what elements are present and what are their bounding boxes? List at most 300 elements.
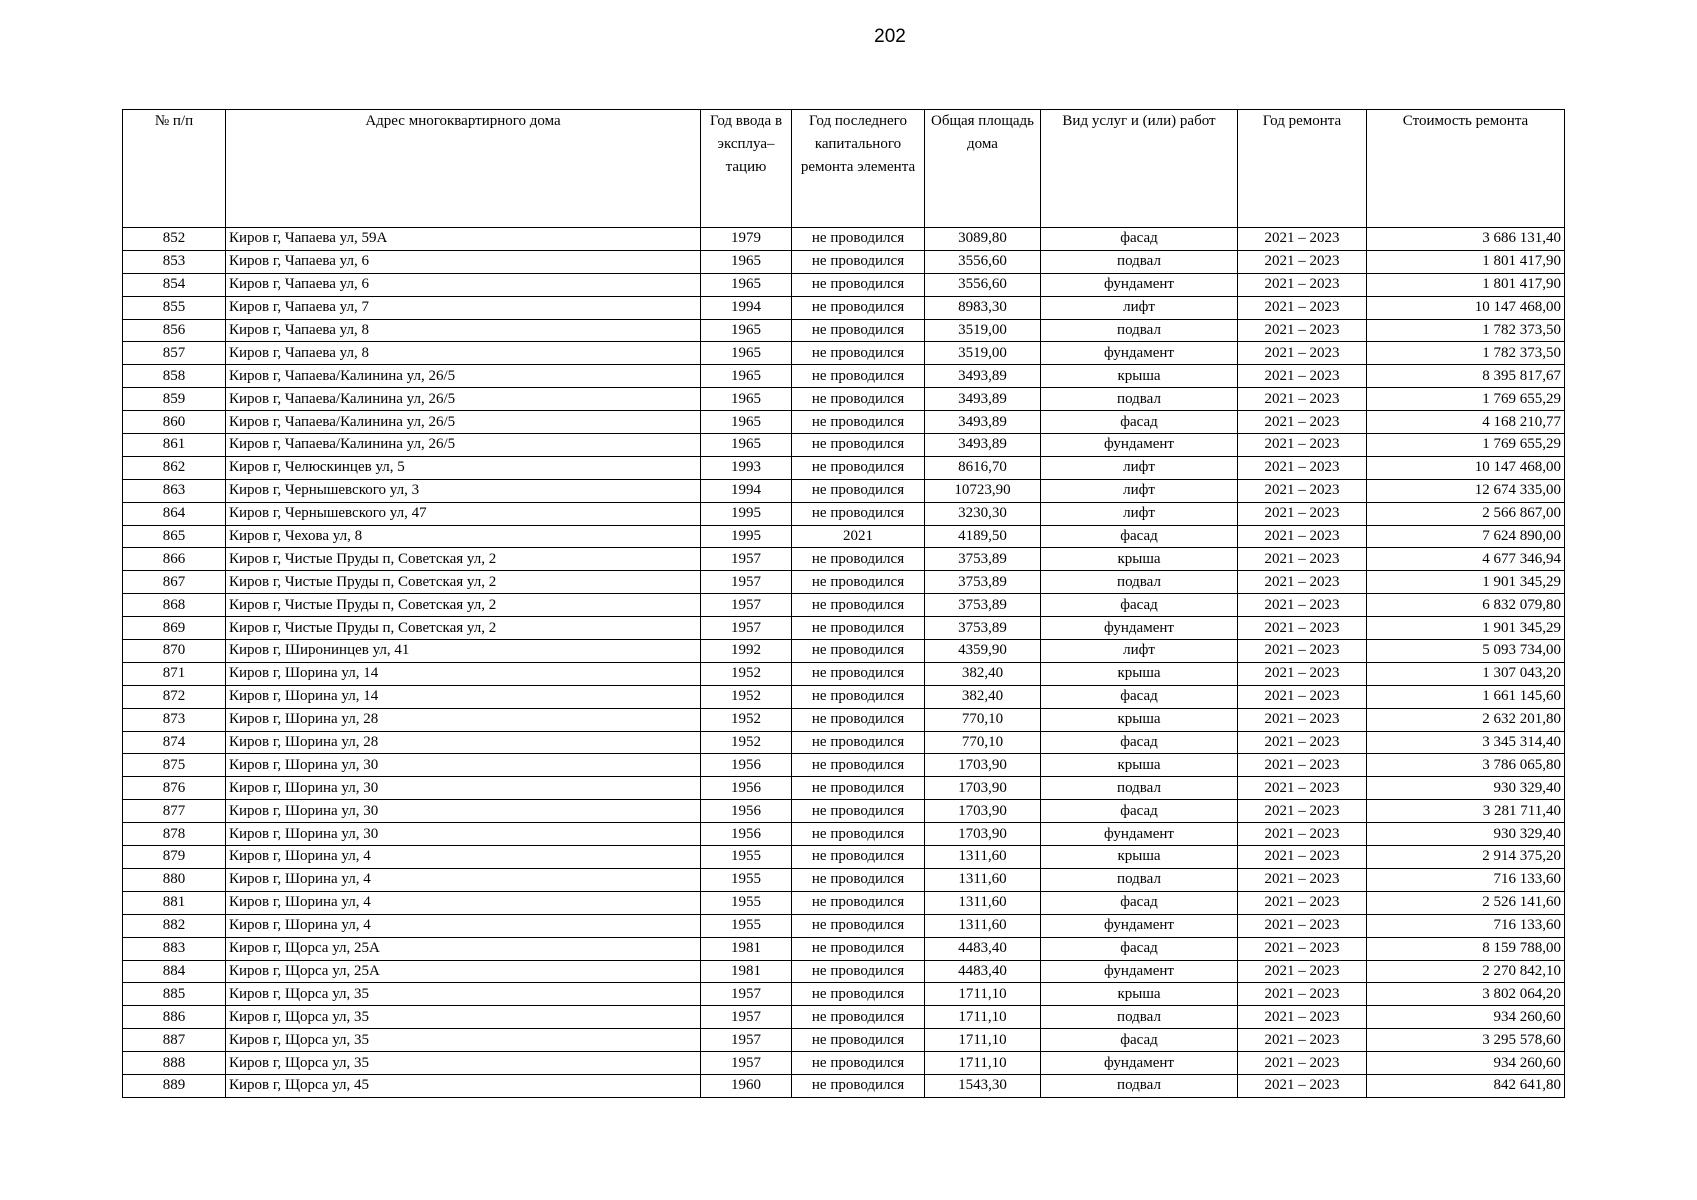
cell-repair-year: 2021 – 2023 xyxy=(1238,891,1367,914)
table-row xyxy=(123,479,1565,502)
cell-year-built: 1965 xyxy=(701,434,792,457)
cell-work-type: лифт xyxy=(1041,640,1238,663)
cell-year-built: 1965 xyxy=(701,342,792,365)
cell-num: 856 xyxy=(123,319,226,342)
cell-area: 3753,89 xyxy=(925,617,1041,640)
cell-num: 879 xyxy=(123,846,226,869)
cell-address: Киров г, Чапаева ул, 7 xyxy=(226,296,701,319)
cell-work-type: фундамент xyxy=(1041,617,1238,640)
cell-year-built: 1965 xyxy=(701,273,792,296)
cell-year-built: 1992 xyxy=(701,640,792,663)
table-row xyxy=(123,640,1565,663)
cell-last-repair: не проводился xyxy=(792,868,925,891)
cell-repair-year: 2021 – 2023 xyxy=(1238,846,1367,869)
cell-repair-year: 2021 – 2023 xyxy=(1238,434,1367,457)
cell-cost: 3 786 065,80 xyxy=(1367,754,1565,777)
cell-year-built: 1981 xyxy=(701,960,792,983)
cell-cost: 1 661 145,60 xyxy=(1367,685,1565,708)
cell-area: 8983,30 xyxy=(925,296,1041,319)
cell-last-repair: не проводился xyxy=(792,388,925,411)
cell-address: Киров г, Щорса ул, 25А xyxy=(226,960,701,983)
cell-area: 770,10 xyxy=(925,731,1041,754)
cell-num: 868 xyxy=(123,594,226,617)
cell-work-type: фундамент xyxy=(1041,1052,1238,1075)
cell-work-type: крыша xyxy=(1041,846,1238,869)
cell-last-repair: не проводился xyxy=(792,365,925,388)
cell-address: Киров г, Чапаева ул, 6 xyxy=(226,250,701,273)
cell-area: 1703,90 xyxy=(925,754,1041,777)
cell-year-built: 1956 xyxy=(701,754,792,777)
table-row xyxy=(123,983,1565,1006)
cell-work-type: фасад xyxy=(1041,228,1238,251)
cell-address: Киров г, Чапаева ул, 6 xyxy=(226,273,701,296)
cell-work-type: крыша xyxy=(1041,754,1238,777)
table-body xyxy=(123,228,1565,1098)
table-row xyxy=(123,1074,1565,1097)
cell-year-built: 1957 xyxy=(701,1052,792,1075)
cell-cost: 8 159 788,00 xyxy=(1367,937,1565,960)
cell-address: Киров г, Шорина ул, 28 xyxy=(226,731,701,754)
cell-year-built: 1957 xyxy=(701,594,792,617)
cell-repair-year: 2021 – 2023 xyxy=(1238,594,1367,617)
cell-cost: 3 295 578,60 xyxy=(1367,1029,1565,1052)
cell-cost: 10 147 468,00 xyxy=(1367,456,1565,479)
cell-num: 888 xyxy=(123,1052,226,1075)
cell-work-type: фундамент xyxy=(1041,960,1238,983)
cell-num: 880 xyxy=(123,868,226,891)
cell-num: 877 xyxy=(123,800,226,823)
cell-last-repair: не проводился xyxy=(792,456,925,479)
table-row xyxy=(123,319,1565,342)
cell-area: 1711,10 xyxy=(925,1029,1041,1052)
cell-work-type: подвал xyxy=(1041,319,1238,342)
cell-num: 865 xyxy=(123,525,226,548)
cell-address: Киров г, Чапаева ул, 8 xyxy=(226,319,701,342)
page-number: 202 xyxy=(874,26,906,47)
cell-repair-year: 2021 – 2023 xyxy=(1238,571,1367,594)
cell-area: 8616,70 xyxy=(925,456,1041,479)
cell-last-repair: не проводился xyxy=(792,914,925,937)
cell-num: 876 xyxy=(123,777,226,800)
cell-address: Киров г, Чапаева ул, 8 xyxy=(226,342,701,365)
cell-cost: 716 133,60 xyxy=(1367,868,1565,891)
cell-cost: 5 093 734,00 xyxy=(1367,640,1565,663)
cell-area: 1311,60 xyxy=(925,868,1041,891)
cell-address: Киров г, Чистые Пруды п, Советская ул, 2 xyxy=(226,548,701,571)
cell-address: Киров г, Чехова ул, 8 xyxy=(226,525,701,548)
cell-repair-year: 2021 – 2023 xyxy=(1238,273,1367,296)
cell-num: 862 xyxy=(123,456,226,479)
cell-year-built: 1952 xyxy=(701,662,792,685)
cell-address: Киров г, Чернышевского ул, 47 xyxy=(226,502,701,525)
cell-num: 871 xyxy=(123,662,226,685)
cell-area: 1543,30 xyxy=(925,1074,1041,1097)
cell-last-repair: не проводился xyxy=(792,662,925,685)
cell-num: 889 xyxy=(123,1074,226,1097)
cell-cost: 1 782 373,50 xyxy=(1367,342,1565,365)
table-row xyxy=(123,571,1565,594)
cell-last-repair: не проводился xyxy=(792,228,925,251)
cell-area: 1703,90 xyxy=(925,800,1041,823)
table-row xyxy=(123,296,1565,319)
cell-work-type: подвал xyxy=(1041,388,1238,411)
cell-address: Киров г, Шорина ул, 30 xyxy=(226,754,701,777)
cell-last-repair: не проводился xyxy=(792,937,925,960)
cell-address: Киров г, Широнинцев ул, 41 xyxy=(226,640,701,663)
cell-last-repair: не проводился xyxy=(792,846,925,869)
cell-repair-year: 2021 – 2023 xyxy=(1238,388,1367,411)
table-row xyxy=(123,365,1565,388)
cell-num: 887 xyxy=(123,1029,226,1052)
cell-work-type: фундамент xyxy=(1041,342,1238,365)
cell-work-type: фасад xyxy=(1041,891,1238,914)
cell-last-repair: не проводился xyxy=(792,434,925,457)
cell-address: Киров г, Щорса ул, 25А xyxy=(226,937,701,960)
cell-year-built: 1995 xyxy=(701,525,792,548)
cell-year-built: 1952 xyxy=(701,685,792,708)
cell-cost: 2 914 375,20 xyxy=(1367,846,1565,869)
cell-last-repair: не проводился xyxy=(792,983,925,1006)
cell-year-built: 1965 xyxy=(701,411,792,434)
cell-year-built: 1965 xyxy=(701,365,792,388)
cell-address: Киров г, Шорина ул, 4 xyxy=(226,846,701,869)
cell-repair-year: 2021 – 2023 xyxy=(1238,640,1367,663)
cell-num: 867 xyxy=(123,571,226,594)
cell-last-repair: не проводился xyxy=(792,731,925,754)
cell-last-repair: не проводился xyxy=(792,891,925,914)
table-row xyxy=(123,937,1565,960)
cell-last-repair: не проводился xyxy=(792,319,925,342)
table-row xyxy=(123,1029,1565,1052)
cell-address: Киров г, Чапаева ул, 59А xyxy=(226,228,701,251)
cell-address: Киров г, Чистые Пруды п, Советская ул, 2 xyxy=(226,594,701,617)
cell-cost: 3 281 711,40 xyxy=(1367,800,1565,823)
cell-num: 863 xyxy=(123,479,226,502)
cell-last-repair: не проводился xyxy=(792,800,925,823)
cell-area: 3556,60 xyxy=(925,273,1041,296)
cell-work-type: фундамент xyxy=(1041,273,1238,296)
cell-num: 881 xyxy=(123,891,226,914)
cell-cost: 12 674 335,00 xyxy=(1367,479,1565,502)
cell-cost: 716 133,60 xyxy=(1367,914,1565,937)
cell-area: 3753,89 xyxy=(925,548,1041,571)
cell-num: 859 xyxy=(123,388,226,411)
cell-address: Киров г, Шорина ул, 30 xyxy=(226,800,701,823)
header-repair-year: Год ремонта xyxy=(1238,110,1367,228)
cell-cost: 3 686 131,40 xyxy=(1367,228,1565,251)
cell-repair-year: 2021 – 2023 xyxy=(1238,777,1367,800)
cell-repair-year: 2021 – 2023 xyxy=(1238,937,1367,960)
cell-year-built: 1957 xyxy=(701,983,792,1006)
table-row xyxy=(123,388,1565,411)
cell-work-type: фасад xyxy=(1041,731,1238,754)
table-row xyxy=(123,250,1565,273)
table-row xyxy=(123,411,1565,434)
header-cost: Стоимость ремонта xyxy=(1367,110,1565,228)
table-row xyxy=(123,548,1565,571)
table-row xyxy=(123,731,1565,754)
cell-area: 1703,90 xyxy=(925,823,1041,846)
cell-work-type: крыша xyxy=(1041,548,1238,571)
cell-repair-year: 2021 – 2023 xyxy=(1238,823,1367,846)
cell-address: Киров г, Шорина ул, 14 xyxy=(226,662,701,685)
cell-year-built: 1952 xyxy=(701,708,792,731)
cell-cost: 1 901 345,29 xyxy=(1367,571,1565,594)
cell-work-type: фасад xyxy=(1041,1029,1238,1052)
cell-area: 382,40 xyxy=(925,685,1041,708)
cell-cost: 2 270 842,10 xyxy=(1367,960,1565,983)
cell-area: 3753,89 xyxy=(925,571,1041,594)
cell-repair-year: 2021 – 2023 xyxy=(1238,1029,1367,1052)
repair-table xyxy=(122,109,1565,1098)
cell-last-repair: не проводился xyxy=(792,479,925,502)
cell-work-type: подвал xyxy=(1041,1006,1238,1029)
table-row xyxy=(123,662,1565,685)
header-num: № п/п xyxy=(123,110,226,228)
cell-last-repair: не проводился xyxy=(792,296,925,319)
cell-area: 4189,50 xyxy=(925,525,1041,548)
cell-area: 1711,10 xyxy=(925,983,1041,1006)
cell-address: Киров г, Щорса ул, 35 xyxy=(226,983,701,1006)
table-row xyxy=(123,891,1565,914)
table-row xyxy=(123,800,1565,823)
cell-num: 869 xyxy=(123,617,226,640)
cell-repair-year: 2021 – 2023 xyxy=(1238,914,1367,937)
cell-cost: 2 526 141,60 xyxy=(1367,891,1565,914)
cell-address: Киров г, Чапаева/Калинина ул, 26/5 xyxy=(226,434,701,457)
cell-address: Киров г, Шорина ул, 28 xyxy=(226,708,701,731)
cell-area: 1311,60 xyxy=(925,914,1041,937)
cell-cost: 4 677 346,94 xyxy=(1367,548,1565,571)
cell-year-built: 1957 xyxy=(701,1006,792,1029)
cell-work-type: крыша xyxy=(1041,662,1238,685)
cell-last-repair: не проводился xyxy=(792,342,925,365)
cell-address: Киров г, Шорина ул, 4 xyxy=(226,868,701,891)
header-row xyxy=(123,110,1565,228)
cell-last-repair: не проводился xyxy=(792,1052,925,1075)
cell-work-type: фасад xyxy=(1041,685,1238,708)
cell-num: 858 xyxy=(123,365,226,388)
cell-work-type: фундамент xyxy=(1041,823,1238,846)
cell-cost: 2 632 201,80 xyxy=(1367,708,1565,731)
cell-num: 878 xyxy=(123,823,226,846)
table-row xyxy=(123,617,1565,640)
cell-address: Киров г, Чапаева/Калинина ул, 26/5 xyxy=(226,388,701,411)
cell-repair-year: 2021 – 2023 xyxy=(1238,296,1367,319)
cell-cost: 6 832 079,80 xyxy=(1367,594,1565,617)
cell-year-built: 1955 xyxy=(701,868,792,891)
cell-repair-year: 2021 – 2023 xyxy=(1238,502,1367,525)
cell-work-type: подвал xyxy=(1041,571,1238,594)
cell-cost: 930 329,40 xyxy=(1367,823,1565,846)
cell-address: Киров г, Щорса ул, 45 xyxy=(226,1074,701,1097)
cell-area: 3519,00 xyxy=(925,319,1041,342)
table-row xyxy=(123,777,1565,800)
table-row xyxy=(123,594,1565,617)
header-work-type: Вид услуг и (или) работ xyxy=(1041,110,1238,228)
cell-cost: 2 566 867,00 xyxy=(1367,502,1565,525)
header-area: Общая площадь дома xyxy=(925,110,1041,228)
cell-area: 1711,10 xyxy=(925,1006,1041,1029)
cell-last-repair: не проводился xyxy=(792,411,925,434)
cell-work-type: фасад xyxy=(1041,937,1238,960)
cell-work-type: фасад xyxy=(1041,800,1238,823)
cell-last-repair: не проводился xyxy=(792,754,925,777)
cell-repair-year: 2021 – 2023 xyxy=(1238,708,1367,731)
cell-year-built: 1981 xyxy=(701,937,792,960)
cell-cost: 10 147 468,00 xyxy=(1367,296,1565,319)
cell-num: 884 xyxy=(123,960,226,983)
cell-work-type: крыша xyxy=(1041,983,1238,1006)
cell-year-built: 1995 xyxy=(701,502,792,525)
cell-area: 3230,30 xyxy=(925,502,1041,525)
cell-year-built: 1965 xyxy=(701,388,792,411)
cell-year-built: 1994 xyxy=(701,479,792,502)
cell-area: 1311,60 xyxy=(925,846,1041,869)
cell-cost: 1 782 373,50 xyxy=(1367,319,1565,342)
cell-year-built: 1957 xyxy=(701,548,792,571)
cell-address: Киров г, Щорса ул, 35 xyxy=(226,1029,701,1052)
cell-last-repair: не проводился xyxy=(792,823,925,846)
table-row xyxy=(123,502,1565,525)
table-row xyxy=(123,754,1565,777)
cell-last-repair: не проводился xyxy=(792,273,925,296)
cell-repair-year: 2021 – 2023 xyxy=(1238,342,1367,365)
cell-num: 883 xyxy=(123,937,226,960)
cell-last-repair: не проводился xyxy=(792,708,925,731)
table-row xyxy=(123,434,1565,457)
cell-num: 852 xyxy=(123,228,226,251)
cell-repair-year: 2021 – 2023 xyxy=(1238,1006,1367,1029)
cell-area: 3556,60 xyxy=(925,250,1041,273)
cell-year-built: 1965 xyxy=(701,319,792,342)
cell-repair-year: 2021 – 2023 xyxy=(1238,456,1367,479)
cell-cost: 934 260,60 xyxy=(1367,1052,1565,1075)
cell-address: Киров г, Шорина ул, 14 xyxy=(226,685,701,708)
cell-repair-year: 2021 – 2023 xyxy=(1238,228,1367,251)
cell-cost: 1 307 043,20 xyxy=(1367,662,1565,685)
cell-area: 10723,90 xyxy=(925,479,1041,502)
cell-last-repair: не проводился xyxy=(792,548,925,571)
cell-repair-year: 2021 – 2023 xyxy=(1238,479,1367,502)
cell-year-built: 1955 xyxy=(701,891,792,914)
table-row xyxy=(123,823,1565,846)
cell-address: Киров г, Чапаева/Калинина ул, 26/5 xyxy=(226,365,701,388)
cell-repair-year: 2021 – 2023 xyxy=(1238,662,1367,685)
table-row xyxy=(123,685,1565,708)
cell-repair-year: 2021 – 2023 xyxy=(1238,1074,1367,1097)
header-address: Адрес многоквартирного дома xyxy=(226,110,701,228)
cell-year-built: 1952 xyxy=(701,731,792,754)
cell-cost: 3 345 314,40 xyxy=(1367,731,1565,754)
cell-area: 1711,10 xyxy=(925,1052,1041,1075)
cell-address: Киров г, Чапаева/Калинина ул, 26/5 xyxy=(226,411,701,434)
cell-repair-year: 2021 – 2023 xyxy=(1238,754,1367,777)
cell-last-repair: не проводился xyxy=(792,1029,925,1052)
cell-area: 770,10 xyxy=(925,708,1041,731)
cell-address: Киров г, Шорина ул, 4 xyxy=(226,891,701,914)
cell-area: 4359,90 xyxy=(925,640,1041,663)
cell-area: 3493,89 xyxy=(925,388,1041,411)
header-last-repair: Год последнего капитального ремонта элемента xyxy=(792,110,925,228)
cell-area: 4483,40 xyxy=(925,960,1041,983)
cell-address: Киров г, Шорина ул, 30 xyxy=(226,823,701,846)
cell-num: 861 xyxy=(123,434,226,457)
cell-cost: 1 769 655,29 xyxy=(1367,388,1565,411)
cell-work-type: фасад xyxy=(1041,594,1238,617)
cell-year-built: 1994 xyxy=(701,296,792,319)
cell-cost: 930 329,40 xyxy=(1367,777,1565,800)
cell-cost: 1 769 655,29 xyxy=(1367,434,1565,457)
cell-repair-year: 2021 – 2023 xyxy=(1238,800,1367,823)
cell-num: 855 xyxy=(123,296,226,319)
table-row xyxy=(123,1052,1565,1075)
cell-num: 873 xyxy=(123,708,226,731)
cell-repair-year: 2021 – 2023 xyxy=(1238,525,1367,548)
cell-num: 886 xyxy=(123,1006,226,1029)
cell-year-built: 1957 xyxy=(701,571,792,594)
table-row xyxy=(123,228,1565,251)
cell-year-built: 1979 xyxy=(701,228,792,251)
cell-repair-year: 2021 – 2023 xyxy=(1238,548,1367,571)
cell-address: Киров г, Щорса ул, 35 xyxy=(226,1006,701,1029)
cell-year-built: 1993 xyxy=(701,456,792,479)
cell-work-type: фасад xyxy=(1041,411,1238,434)
cell-address: Киров г, Чистые Пруды п, Советская ул, 2 xyxy=(226,617,701,640)
cell-cost: 934 260,60 xyxy=(1367,1006,1565,1029)
table-header xyxy=(123,110,1565,228)
cell-repair-year: 2021 – 2023 xyxy=(1238,685,1367,708)
cell-repair-year: 2021 – 2023 xyxy=(1238,319,1367,342)
cell-address: Киров г, Челюскинцев ул, 5 xyxy=(226,456,701,479)
cell-cost: 7 624 890,00 xyxy=(1367,525,1565,548)
cell-cost: 4 168 210,77 xyxy=(1367,411,1565,434)
cell-repair-year: 2021 – 2023 xyxy=(1238,411,1367,434)
cell-cost: 3 802 064,20 xyxy=(1367,983,1565,1006)
cell-last-repair: не проводился xyxy=(792,250,925,273)
cell-work-type: крыша xyxy=(1041,365,1238,388)
cell-year-built: 1960 xyxy=(701,1074,792,1097)
cell-num: 864 xyxy=(123,502,226,525)
cell-year-built: 1956 xyxy=(701,777,792,800)
cell-last-repair: 2021 xyxy=(792,525,925,548)
cell-area: 3519,00 xyxy=(925,342,1041,365)
cell-year-built: 1965 xyxy=(701,250,792,273)
cell-num: 854 xyxy=(123,273,226,296)
table-row xyxy=(123,1006,1565,1029)
cell-area: 1311,60 xyxy=(925,891,1041,914)
cell-num: 870 xyxy=(123,640,226,663)
cell-work-type: подвал xyxy=(1041,250,1238,273)
cell-cost: 1 801 417,90 xyxy=(1367,273,1565,296)
cell-last-repair: не проводился xyxy=(792,594,925,617)
cell-last-repair: не проводился xyxy=(792,502,925,525)
cell-work-type: лифт xyxy=(1041,479,1238,502)
cell-cost: 1 801 417,90 xyxy=(1367,250,1565,273)
cell-work-type: фасад xyxy=(1041,525,1238,548)
cell-address: Киров г, Щорса ул, 35 xyxy=(226,1052,701,1075)
cell-work-type: крыша xyxy=(1041,708,1238,731)
cell-num: 866 xyxy=(123,548,226,571)
cell-work-type: фундамент xyxy=(1041,914,1238,937)
cell-repair-year: 2021 – 2023 xyxy=(1238,250,1367,273)
cell-area: 3753,89 xyxy=(925,594,1041,617)
cell-address: Киров г, Чернышевского ул, 3 xyxy=(226,479,701,502)
cell-repair-year: 2021 – 2023 xyxy=(1238,365,1367,388)
table-row xyxy=(123,342,1565,365)
cell-work-type: лифт xyxy=(1041,502,1238,525)
cell-repair-year: 2021 – 2023 xyxy=(1238,1052,1367,1075)
